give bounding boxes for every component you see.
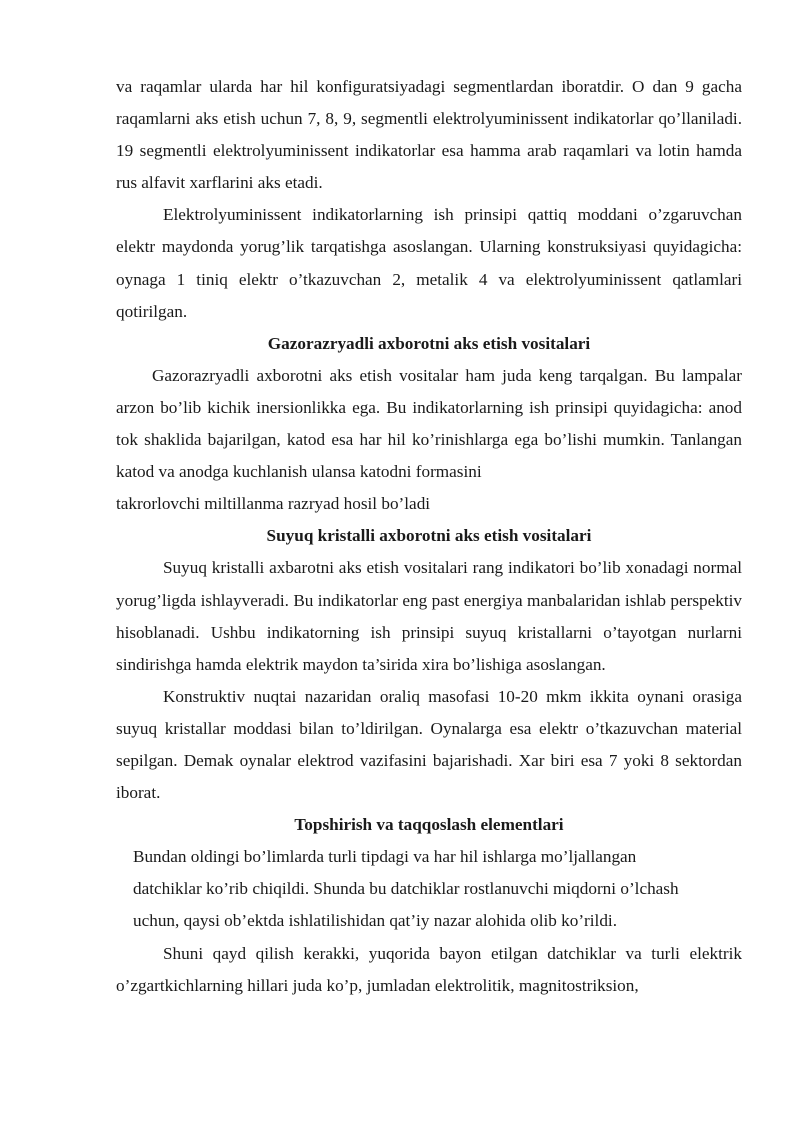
paragraph-gas-discharge-end: takrorlovchi miltillanma razryad hosil bo’ladi [116, 494, 431, 514]
paragraph-sensors-review-line: datchiklar ko’rib chiqildi. Shunda bu datchiklar rostlanuvchi miqdorni o’lchash [133, 879, 679, 899]
heading-gas-discharge: Gazorazryadli axborotni aks etish vositalari [267, 333, 591, 353]
paragraph-sensors-review-line: Bundan oldingi bo’limlarda turli tipdagi va har hil ishlarga mo’ljallangan [133, 847, 637, 867]
heading-liquid-crystal: Suyuq kristalli axborotni aks etish vositalari [266, 526, 592, 546]
paragraph-electroluminescent-principle: Elektrolyuminissent indikatorlarning ish prinsipi qattiq moddani o’zgaruvchan elektr maydonda yorug’lik tarqatishga asoslangan. Ularning konstruksiyasi quyidagicha: oynaga 1 tiniq elektr o’tkazuvchan 2, metalik 4 va elektrolyuminissent qatlamlari qotirilgan. [116, 205, 742, 321]
paragraph-sensors-review-line: uchun, qaysi ob’ektda ishlatilishidan qat’iy nazar alohida olib ko’rildi. [133, 911, 617, 931]
paragraph-liquid-crystal: Suyuq kristalli axbarotni aks etish vositalari rang indikatori bo’lib xonadagi normal yorug’ligda ishlayveradi. Bu indikatorlar eng past energiya manbalaridan ishlab perspektiv hisoblanadi. Ushbu indikatorning ish prinsipi suyuq kristallarni o’tayotgan nurlarni sindirishga hamda elektrik maydon ta’sirida xira bo’lishiga asoslangan. [116, 558, 742, 674]
paragraph-sensors-review [116, 841, 742, 937]
paragraph-gas-discharge: Gazorazryadli axborotni aks etish vositalar ham juda keng tarqalgan. Bu lampalar arzon bo’lib kichik inersionlikka ega. Bu indikatorlarning ish prinsipi quyidagicha: anod tok shaklida bajarilgan, katod esa har hil ko’rinishlarga ega bo’lishi mumkin. Tanlangan katod va anodga kuchlanish ulansa katodni formasini [116, 365, 742, 482]
heading-transmission-comparison: Topshirish va taqqoslash elementlari [294, 815, 564, 835]
document-body [116, 71, 742, 1002]
paragraph-converters: Shuni qayd qilish kerakki, yuqorida bayon etilgan datchiklar va turli elektrik o’zgartkichlarning hillari juda ko’p, jumladan elektrolitik, magnitostriksion, [116, 943, 742, 995]
paragraph-segment-indicators: va raqamlar ularda har hil konfiguratsiyadagi segmentlardan iboratdir. O dan 9 gacha raqamlarni aks etish uchun 7, 8, 9, segmentli elektrolyuminissent indikatorlar qo’llaniladi. 19 segmentli elektrolyuminissent indikatorlar esa hamma arab raqamlari va lotin hamda rus alfavit xarflarini aks etadi. [116, 77, 742, 193]
paragraph-liquid-crystal-construction: Konstruktiv nuqtai nazaridan oraliq masofasi 10-20 mkm ikkita oynani orasiga suyuq kristallar moddasi bilan to’ldirilgan. Oynalarga esa elektr o’tkazuvchan material sepilgan. Demak oynalar elektrod vazifasini bajarishadi. Xar biri esa 7 yoki 8 sektordan iborat. [116, 686, 742, 803]
